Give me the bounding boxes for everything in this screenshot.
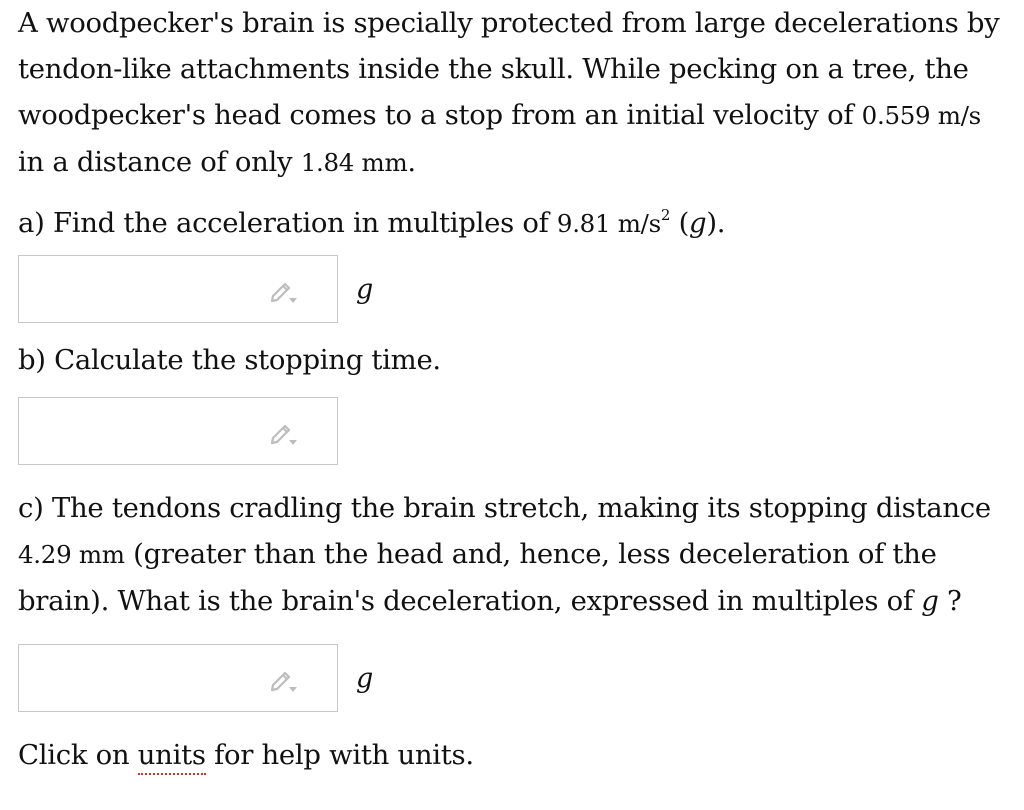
units-help-link[interactable]: units [138, 739, 206, 775]
g-symbol-c: g [921, 585, 939, 617]
problem-text-2: in a distance of only [18, 146, 301, 178]
question-a-text-2: ( [670, 207, 690, 239]
question-c [18, 485, 1008, 624]
question-b: b) Calculate the stopping time. [18, 344, 441, 376]
question-c-text-3: ? [938, 585, 962, 617]
pencil-dropdown-icon[interactable] [267, 276, 297, 304]
question-c-text-1: c) The tendons cradling the brain stretch, making its stopping distance [18, 492, 991, 524]
answer-box-b[interactable] [18, 397, 338, 465]
question-a [18, 200, 1008, 247]
question-page [18, 0, 1008, 778]
g-exponent: 2 [660, 206, 671, 224]
pencil-dropdown-icon[interactable] [267, 418, 297, 446]
question-a-text-1: a) Find the acceleration in multiples of [18, 207, 557, 239]
initial-velocity: 0.559 m/s [861, 101, 981, 130]
pencil-dropdown-icon[interactable] [267, 665, 297, 693]
problem-text-1: A woodpecker's brain is specially protected from large decelerations by tendon-like attachments inside the skull. While pecking on a tree, the woodpecker's head comes to a stop from an initial velocity of [18, 7, 1000, 131]
question-c-text-2: (greater than the head and, hence, less deceleration of the brain). What is the brain's deceleration, expressed in multiples of [18, 538, 937, 617]
answer-input-a[interactable] [19, 256, 273, 322]
problem-text-3: . [407, 146, 416, 178]
unit-label-a: g [356, 273, 374, 305]
answer-row-b [18, 395, 1008, 467]
answer-input-c[interactable] [19, 645, 273, 711]
answer-row-a [18, 253, 1008, 325]
g-symbol: g [689, 207, 707, 239]
unit-label-c: g [356, 662, 374, 694]
problem-statement [18, 0, 1008, 186]
stopping-distance-head: 1.84 mm [300, 148, 408, 177]
answer-row-c [18, 642, 1008, 714]
answer-input-b[interactable] [19, 398, 273, 464]
answer-box-c[interactable] [18, 644, 338, 712]
g-value: 9.81 m/s [556, 209, 661, 238]
units-help-footer [18, 732, 1008, 778]
stopping-distance-brain: 4.29 mm [18, 540, 125, 569]
footer-text-1: Click on [18, 739, 138, 771]
question-a-text-3: ). [706, 207, 726, 239]
footer-text-2: for help with units. [205, 739, 474, 771]
answer-box-a[interactable] [18, 255, 338, 323]
